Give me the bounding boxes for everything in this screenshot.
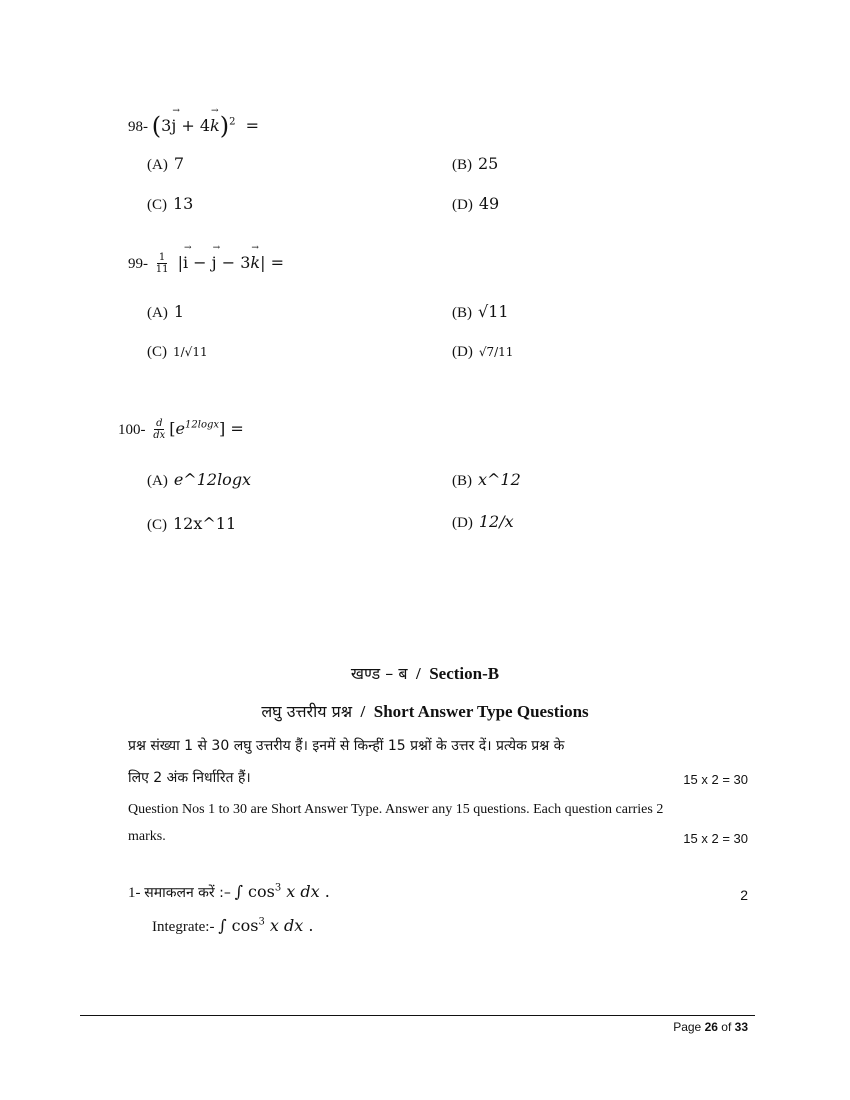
option-value: 12x^11 (173, 514, 237, 533)
option-value: 1 (173, 302, 185, 321)
question-1-english (152, 916, 313, 936)
option-100-a (147, 470, 251, 490)
subtitle-slash: / (360, 702, 366, 721)
integral-expression: ∫ $\cos^3 x$ dx . (234, 882, 330, 901)
option-100-b (452, 470, 521, 490)
option-label: (D) (452, 515, 473, 531)
option-98-b (452, 154, 498, 174)
option-98-a (147, 154, 184, 174)
section-title-english: Section-B (429, 664, 500, 683)
subtitle-hindi: लघु उत्तरीय प्रश्न (261, 702, 353, 721)
question-100 (118, 418, 244, 441)
option-value: 12/x (478, 512, 514, 531)
option-98-d (452, 194, 499, 214)
option-value: √7/11 (478, 345, 514, 359)
marks-hindi: 15 x 2 = 30 (683, 772, 748, 787)
option-99-d (452, 344, 513, 361)
page-footer (673, 1020, 748, 1034)
question-number: 98- (128, 119, 148, 135)
option-label: (D) (452, 344, 473, 360)
section-title-hindi: खण्ड – ब (350, 664, 408, 683)
option-label: (B) (452, 305, 472, 321)
option-label: (C) (147, 344, 167, 360)
question-expression: $(3\to j + 4\to k)^2$ = (152, 116, 259, 135)
option-label: (A) (147, 157, 168, 173)
option-value: 25 (478, 154, 499, 173)
option-99-a (147, 302, 184, 322)
english-prompt: Integrate:- (152, 919, 215, 935)
question-99 (128, 252, 284, 275)
option-value: √11 (478, 302, 509, 321)
instruction-hindi-line1: प्रश्न संख्या 1 से 30 लघु उत्तरीय हैं। इनमें से किन्हीं 15 प्रश्नों के उत्तर दें। प्रत्येक प्रश्न के (128, 738, 565, 754)
option-label: (B) (452, 473, 472, 489)
subtitle-english: Short Answer Type Questions (373, 702, 589, 721)
option-99-c (147, 344, 208, 361)
footer-divider (80, 1015, 755, 1016)
instruction-english-line1: Question Nos 1 to 30 are Short Answer Type. Answer any 15 questions. Each question carries 2 (128, 802, 664, 817)
page-current: 26 (704, 1020, 718, 1034)
hindi-prompt: समाकलन करें :– (144, 885, 231, 901)
option-value: 49 (478, 194, 500, 213)
section-b-title (0, 662, 850, 684)
option-label: (C) (147, 197, 167, 213)
option-value: e^12logx (173, 470, 252, 489)
instruction-hindi-line2: लिए 2 अंक निर्धारित हैं। (128, 770, 251, 786)
section-b-subtitle (0, 700, 850, 722)
question-number: 1- (128, 885, 141, 901)
marks-english: 15 x 2 = 30 (683, 831, 748, 846)
of-word: of (721, 1020, 732, 1034)
integral-expression: ∫ $\cos^3 x$ dx . (218, 916, 314, 935)
option-label: (C) (147, 517, 167, 533)
question-1-hindi (128, 882, 330, 902)
option-value: 7 (173, 154, 185, 173)
option-label: (A) (147, 305, 168, 321)
question-number: 100- (118, 422, 146, 438)
option-100-c (147, 514, 236, 534)
question-1-marks: 2 (740, 887, 748, 903)
option-100-d (452, 512, 514, 532)
title-slash: / (415, 664, 421, 683)
instruction-english-line2: marks. (128, 829, 166, 844)
option-label: (A) (147, 473, 168, 489)
option-label: (B) (452, 157, 472, 173)
option-value: 1/√11 (173, 345, 208, 359)
option-98-c (147, 194, 193, 214)
option-label: (D) (452, 197, 473, 213)
question-expression: $\frac{d}{dx}$ $[e^{12logx}]$ = (153, 418, 244, 441)
option-99-b (452, 302, 509, 322)
question-number: 99- (128, 256, 148, 272)
option-value: x^12 (478, 470, 521, 489)
option-value: 13 (173, 194, 194, 213)
question-98 (128, 112, 259, 140)
question-expression: $\frac{1}{11}$ |→ i − → j − 3→ k| = (152, 253, 284, 272)
page-total: 33 (734, 1020, 748, 1034)
page-word: Page (673, 1020, 702, 1034)
